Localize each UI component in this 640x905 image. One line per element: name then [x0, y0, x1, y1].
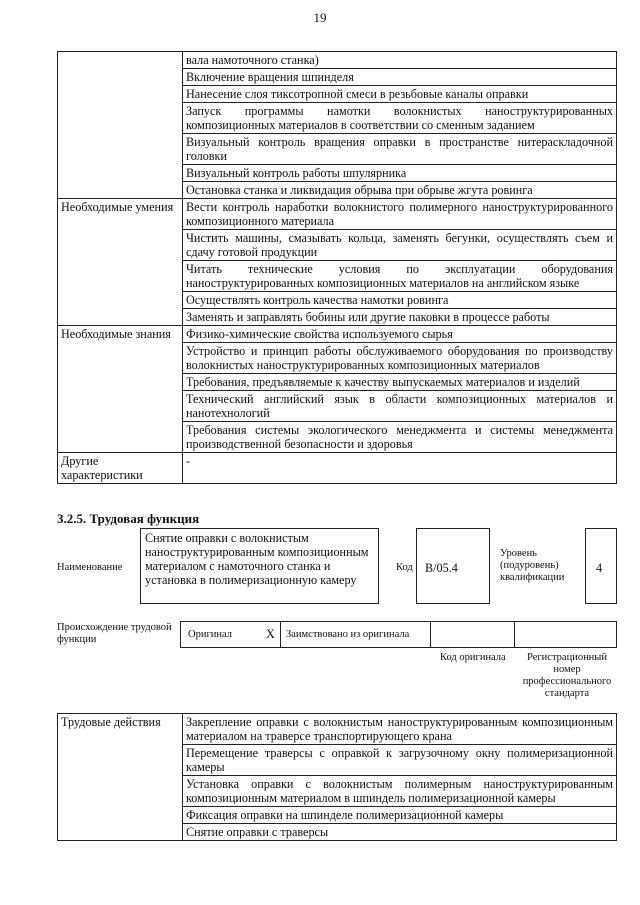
row-item: - [183, 453, 617, 484]
row-item: Вести контроль наработки волокнистого полимерного наноструктурированного композиционного материала [183, 199, 617, 230]
name-label: Наименование [57, 562, 123, 573]
page-number: 19 [313, 10, 327, 25]
row-label: Другие характеристики [58, 453, 183, 484]
row-item: Установка оправки с волокнистым полимерным наноструктурированным композиционным материалом в шпиндель полимеризационной камеры [183, 776, 617, 807]
row-item: Нанесение слоя тиксотропной смеси в резьбовые каналы оправки [183, 86, 617, 103]
row-item: Остановка станка и ликвидация обрыва при обрыве жгута ровинга [183, 182, 617, 199]
divider-2 [430, 621, 431, 648]
level-box [585, 528, 617, 604]
qualification-level: 4 [596, 561, 603, 575]
row-item: Запуск программы намотки волокнистых наноструктурированных композиционных материалов в соответствии со сменным заданием [183, 103, 617, 134]
function-name: Снятие оправки с волокнистым наноструктурированным композиционным материалом с намоточного станка и установка в полимеризационную камеру [145, 531, 369, 587]
reg-number-caption: Регистрационный номер профессионального стандарта [522, 652, 612, 699]
original-label: Оригинал [188, 629, 232, 640]
borrowed-label: Заимствовано из оригинала [286, 629, 410, 640]
competency-table [57, 51, 617, 484]
table-row [58, 199, 617, 230]
divider-3 [514, 621, 515, 648]
code-box [416, 528, 490, 604]
row-label: Необходимые знания [58, 326, 183, 453]
row-item: Снятие оправки с траверсы [183, 824, 617, 841]
row-item: Физико-химические свойства используемого сырья [183, 326, 617, 343]
row-label: Необходимые умения [58, 199, 183, 326]
row-item: Перемещение траверсы с оправкой к загрузочному окну полимеризационной камеры [183, 745, 617, 776]
code-label: Код [396, 562, 413, 573]
row-label: Трудовые действия [58, 714, 183, 841]
row-label [58, 52, 183, 199]
row-item: Устройство и принцип работы обслуживаемого оборудования по производству волокнистых наноструктурированных композиционных материалов [183, 343, 617, 374]
level-label: Уровень (подуровень) квалификации [500, 548, 565, 583]
row-item: Читать технические условия по эксплуатации оборудования наноструктурированных композиционных материалов на английском языке [183, 261, 617, 292]
section-title: 3.2.5. Трудовая функция [57, 511, 200, 526]
row-item: Заменять и заправлять бобины или другие паковки в процессе работы [183, 309, 617, 326]
row-item: Включение вращения шпинделя [183, 69, 617, 86]
row-item: Фиксация оправки на шпинделе полимеризационной камеры [183, 807, 617, 824]
table-row [58, 714, 617, 745]
row-item: Закрепление оправки с волокнистым наноструктурированным композиционным материалом на траверсе транспортирующего крана [183, 714, 617, 745]
table-row [58, 453, 617, 484]
row-item: Требования системы экологического менеджмента и системы менеджмента производственной безопасности и здоровья [183, 422, 617, 453]
function-name-box [140, 528, 379, 604]
row-item: Чистить машины, смазывать кольца, заменять бегунки, осуществлять съем и сдачу готовой продукции [183, 230, 617, 261]
original-mark: X [266, 627, 275, 641]
row-item: Технический английский язык в области композиционных материалов и нанотехнологий [183, 391, 617, 422]
origin-label: Происхождение трудовой функции [57, 622, 172, 645]
table-row [58, 52, 617, 69]
table-row [58, 326, 617, 343]
row-item: Визуальный контроль работы шпулярника [183, 165, 617, 182]
divider-1 [280, 621, 281, 648]
row-item: Требования, предъявляемые к качеству выпускаемых материалов и изделий [183, 374, 617, 391]
row-item: Осуществлять контроль качества намотки ровинга [183, 292, 617, 309]
row-item: Визуальный контроль вращения оправки в пространстве нитераскладочной головки [183, 134, 617, 165]
labor-actions-table [57, 713, 617, 841]
code-original-caption: Код оригинала [440, 652, 506, 663]
row-item: вала намоточного станка) [183, 52, 617, 69]
function-code: B/05.4 [425, 561, 458, 575]
